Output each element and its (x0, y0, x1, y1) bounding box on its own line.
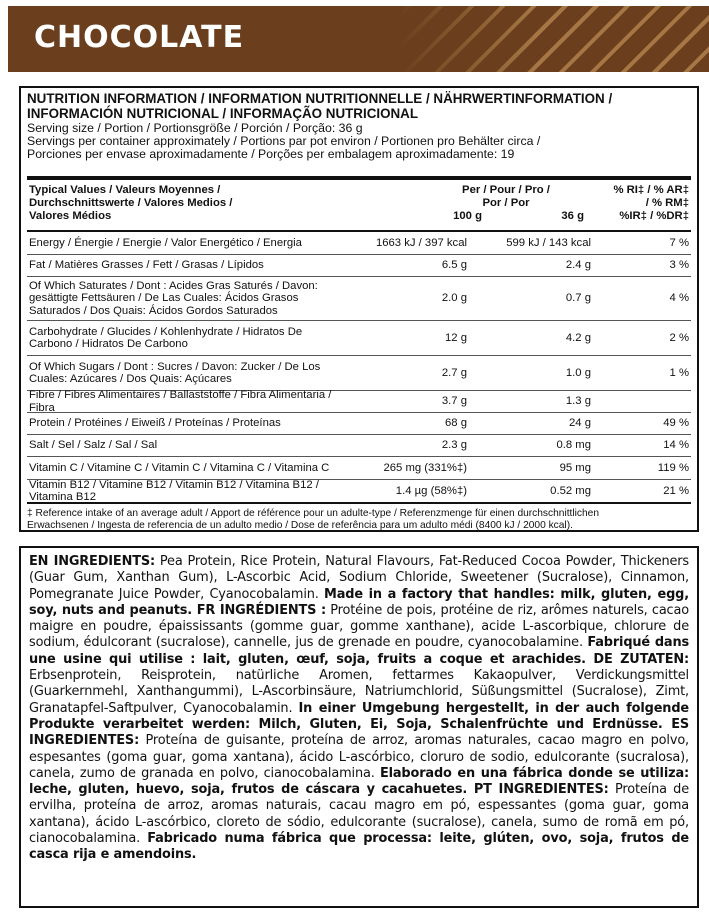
row-value-36g: 1.0 g (565, 366, 591, 379)
row-value-ri: 3 % (669, 259, 689, 272)
header-text: % RI‡ / % AR‡ (613, 184, 689, 196)
allergen-statement-de: In einer Umgebung hergestellt, in der auch folgende Produkte verarbeitet werden: Milch, Gluten, Ei, Soja, Schalenfrüchte und Erdnüsse. (29, 700, 689, 732)
row-value-100g: 6.5 g (441, 259, 467, 272)
row-value-ri: 7 % (669, 236, 689, 249)
servings-per-container: Porciones per envase aproximadamente / Porções per embalagem aproximadamente: 19 (27, 147, 515, 162)
table-header (27, 176, 691, 232)
nutrition-panel (19, 86, 699, 532)
row-value-ri: 2 % (669, 331, 689, 344)
ingredients-heading-es: ES INGREDIENTES: (29, 716, 689, 749)
flavor-banner (8, 6, 709, 72)
row-value-100g: 3.7 g (441, 395, 467, 408)
servings-per-container: Servings per container approximately / Portions par pot environ / Portionen pro Behälter circa / (27, 134, 541, 149)
row-value-100g: 2.7 g (441, 366, 467, 379)
serving-info (27, 122, 691, 162)
row-label: Fibre / Fibres Alimentaires / Ballaststoffe / Fibra Alimentaria / Fibra (29, 389, 332, 414)
row-value-ri: 14 % (663, 439, 689, 452)
table-row (27, 435, 691, 457)
row-value-100g: 2.0 g (441, 292, 467, 305)
ingredients-text-fr: Protéine de pois, protéine de riz, arômes naturels, cacao maigre en poudre, épaississants (gomme guar, gomme xanthane), acide L-ascorbique, chlorure de sodium, édulcorant (sucralose), cannelle, jus de grenade en poudre, cyanocobalamine. (29, 602, 689, 651)
row-label-line: Carbohydrate / Glucides / Kohlenhydrate / Hidratos De (29, 325, 303, 338)
row-label-line: Of Which Saturates / Dont : Acides Gras Saturés / Davon: (29, 279, 318, 292)
flavor-title: CHOCOLATE (34, 20, 245, 55)
row-label-line: Of Which Sugars / Dont : Sucres / Davon: Zucker / De Los (29, 360, 321, 373)
row-value-ri (629, 391, 689, 412)
row-value-ri: 49 % (663, 417, 689, 430)
ingredients-text-en: Pea Protein, Rice Protein, Natural Flavours, Fat-Reduced Cocoa Powder, Thickeners (Guar Gum, Xanthan Gum), L-Ascorbic Acid, Sodium Chloride, Sweetener (Sucralose), Cinnamon, Pomegranate Juice Powder, Cyanocobalamin. (29, 554, 689, 602)
row-value-100g: 1663 kJ / 397 kcal (375, 236, 467, 249)
header-per (431, 184, 581, 210)
nutrition-table (27, 176, 691, 504)
row-label: Vitamin C / Vitamine C / Vitamin C / Vitamina C / Vitamina C (29, 461, 330, 474)
ingredients-heading-en: EN INGREDIENTS: (29, 554, 155, 569)
ingredients-heading-de: DE ZUTATEN: (585, 651, 689, 667)
row-value-ri: 4 % (669, 292, 689, 305)
row-label (29, 277, 359, 320)
banner-fade (398, 6, 538, 72)
ingredients-text-de: Erbsenprotein, Reisprotein, natürliche Aromen, fettarmes Kakaopulver, Verdickungsmittel (Guarkernmehl, Xanthangummi), L-Ascorbinsäure, Natriumchlorid, Süßungsmittel (Sucralose), Zimt, Granatapfel-Saftpulver, Cyanocobalamin. (29, 668, 689, 716)
ingredients-text-es: Proteína de guisante, proteína de arroz, aromas naturales, cacao magro en polvo, espesantes (goma guar, goma xantana), ácido L-ascórbico, cloruro de sodio, edulcorante (sucralosa), canela, zumo de granada en polvo, cianocobalamina. (29, 733, 689, 781)
row-value-100g: 1.4 µg (58%‡) (395, 484, 467, 497)
ingredients-heading-fr: FR INGRÉDIENTS : (192, 602, 326, 618)
row-label-line: gesättigte Fettsäuren / De Las Cuales: Ácidos Grasos (29, 292, 299, 305)
header-typical-values (29, 184, 329, 223)
footnote-line: Erwachsenen / Ingesta de referencia de un adulto medio / Dose de referência para um adulto médi (8400 kJ / 2000 kcal). (27, 519, 573, 531)
row-label-line: Cuales: Azúcares / Dos Quais: Açúcares (29, 373, 232, 385)
row-label (29, 321, 359, 355)
row-label-line: Saturados / Dos Quais: Ácidos Gordos Saturados (29, 304, 278, 317)
row-value-36g: 0.52 mg (550, 484, 591, 497)
table-row (27, 391, 691, 413)
row-value-ri: 1 % (669, 366, 689, 379)
nutrition-title-line: INFORMACIÓN NUTRICIONAL / INFORMAÇÃO NUTRICIONAL (27, 106, 419, 121)
table-row (27, 457, 691, 480)
serving-size: Serving size / Portion / Portionsgröße / Porción / Porção: 36 g (27, 121, 363, 135)
allergen-statement-pt: Fabricado numa fábrica que processa: leite, glúten, ovo, soja, frutos de casca rija e amendoins. (29, 831, 689, 863)
header-text: Per / Pour / Pro / (462, 184, 550, 196)
header-text: Durchschnittswerte / Valores Medios / (29, 197, 233, 209)
row-label: Protein / Protéines / Eiweiß / Proteínas / Proteínas (29, 417, 281, 430)
footnote-line: ‡ Reference intake of an average adult / Apport de référence pour un adulte-type / Referenzmenge für einen durchschnittlichen (27, 508, 599, 519)
header-reference-intake (579, 184, 689, 223)
row-value-36g: 95 mg (559, 461, 591, 474)
header-text: Typical Values / Valeurs Moyennes / (29, 184, 221, 196)
header-text: Por / Por (482, 197, 530, 209)
row-value-100g: 2.3 g (441, 439, 467, 452)
row-label-line: Carbono / Hidratos De Carbono (29, 338, 188, 350)
table-row (27, 277, 691, 321)
table-row (27, 480, 691, 504)
row-value-ri: 21 % (663, 484, 689, 497)
row-value-36g: 2.4 g (565, 259, 591, 272)
row-value-36g: 4.2 g (565, 331, 591, 344)
header-100g: 100 g (453, 210, 482, 222)
row-value-100g: 68 g (445, 417, 467, 430)
row-value-100g: 265 mg (331%‡) (383, 461, 467, 474)
nutrition-title (27, 91, 691, 121)
row-label: Vitamin B12 / Vitamine B12 / Vitamin B12 / Vitamina B12 / Vitamina B12 (29, 478, 319, 503)
reference-intake-footnote (27, 508, 691, 531)
ingredients-text-pt: Proteína de ervilha, proteína de arroz, aromas naturais, cacau magro em pó, espessantes (goma guar, goma xantana), ácido L-ascórbico, cloreto de sódio, edulcorante (sucralose), canela, sumo de romã em pó, cianocobalamina. (29, 782, 689, 847)
row-value-36g: 0.7 g (565, 292, 591, 305)
row-value-36g: 24 g (569, 417, 591, 430)
row-value-ri: 119 % (657, 461, 689, 474)
header-36g: 36 g (561, 210, 584, 222)
row-label (29, 356, 359, 390)
header-text: / % RM‡ (645, 197, 689, 209)
row-label: Fat / Matières Grasses / Fett / Grasas / Lípidos (29, 259, 264, 272)
row-value-36g: 0.8 mg (556, 439, 591, 452)
allergen-statement-fr: Fabriqué dans une usine qui utilise : lait, gluten, œuf, soja, fruits a coque et arachides. (29, 635, 689, 667)
table-row (27, 321, 691, 356)
ingredients-heading-pt: PT INGREDIENTES: (467, 782, 609, 798)
table-row (27, 413, 691, 435)
row-value-36g: 599 kJ / 143 kcal (506, 236, 591, 249)
row-label: Salt / Sel / Salz / Sal / Sal (29, 439, 158, 452)
row-value-100g: 12 g (445, 331, 467, 344)
ingredients-panel (19, 546, 699, 908)
header-text: %IR‡ / %DR‡ (619, 210, 689, 222)
row-value-36g: 1.3 g (565, 395, 591, 408)
allergen-statement-es: Elaborado en una fábrica donde se utiliza: leche, gluten, huevo, soja, frutos de cáscara y cacahuetes. (29, 765, 689, 798)
row-label: Energy / Énergie / Energie / Valor Energético / Energia (29, 236, 302, 249)
table-row (27, 232, 691, 255)
table-row (27, 255, 691, 277)
table-row (27, 356, 691, 391)
allergen-statement-en: Made in a factory that handles: milk, gluten, egg, soy, nuts and peanuts. (29, 586, 689, 618)
header-text: Valores Médios (29, 210, 112, 222)
nutrition-title-line: NUTRITION INFORMATION / INFORMATION NUTRITIONNELLE / NÄHRWERTINFORMATION / (27, 91, 613, 106)
